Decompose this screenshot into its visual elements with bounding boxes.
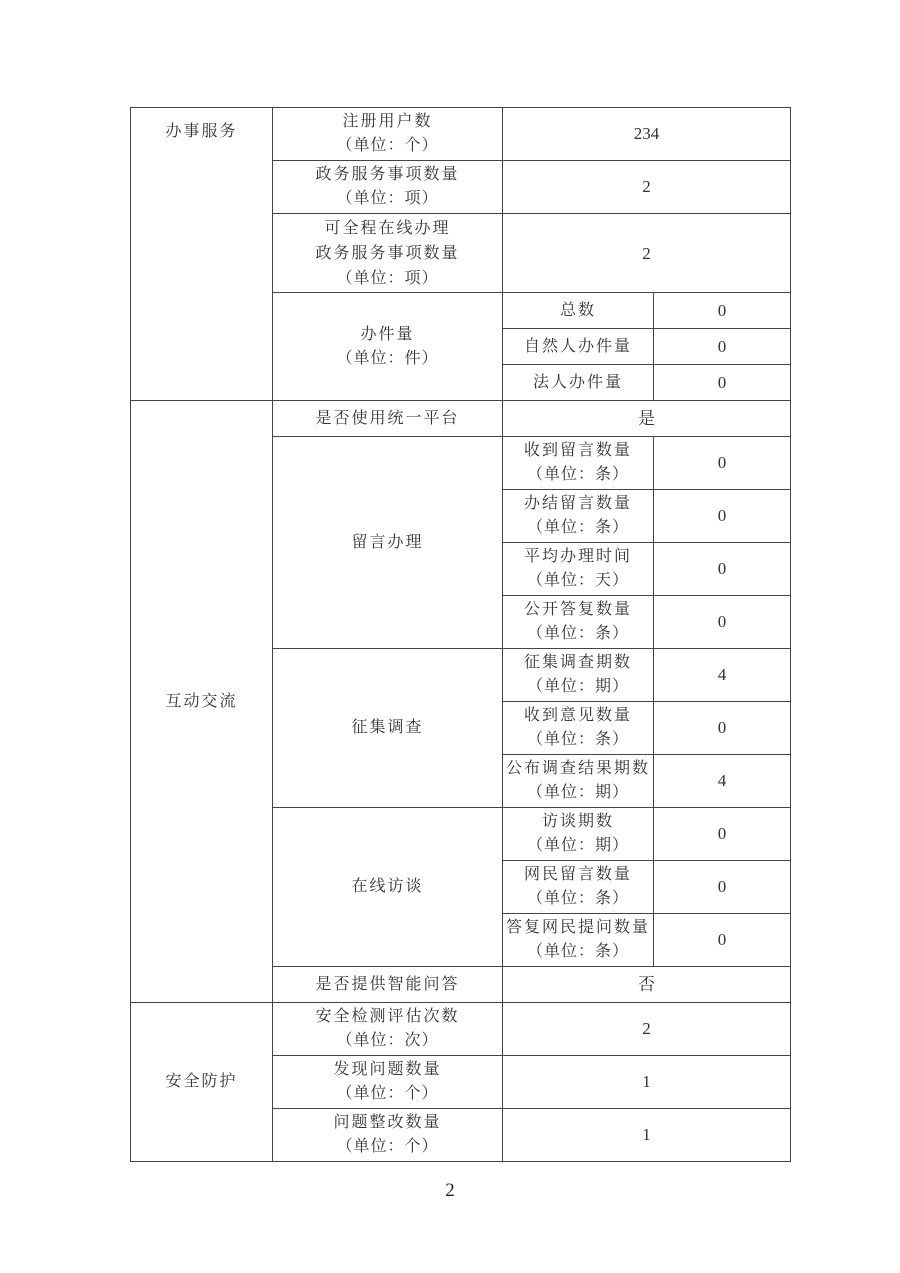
value-cell: 0: [654, 861, 791, 914]
page-number: 2: [445, 1180, 455, 1201]
unit-line: （单位：条）: [526, 943, 629, 960]
label-line: 平均办理时间: [523, 548, 632, 565]
report-table: [130, 107, 791, 1162]
sub-label-cell: [503, 914, 654, 967]
value-cell: 2: [503, 1003, 791, 1056]
table-row: [131, 401, 791, 437]
unit-line: （单位：项）: [336, 190, 439, 207]
sub-label-cell: [503, 808, 654, 861]
label-line: 访谈期数: [541, 813, 614, 830]
sub-label-cell: [503, 490, 654, 543]
sub-label-cell: [503, 702, 654, 755]
label-line: 征集调查期数: [523, 654, 632, 671]
label-line: 公开答复数量: [523, 601, 632, 618]
sub-label-cell: [503, 437, 654, 490]
table-row: [131, 108, 791, 161]
group-label-cell: 留言办理: [273, 437, 503, 649]
unit-line: （单位：期）: [526, 837, 629, 854]
unit-line: （单位：条）: [526, 625, 629, 642]
value-cell: 0: [654, 914, 791, 967]
unit-line: （单位：条）: [526, 466, 629, 483]
value-cell: 0: [654, 293, 791, 329]
label-line: 可全程在线办理: [324, 219, 451, 237]
label-line: 政务服务事项数量: [315, 166, 460, 183]
group-label-cell: 征集调查: [273, 649, 503, 808]
label-line: 问题整改数量: [333, 1114, 442, 1131]
value-cell: 0: [654, 808, 791, 861]
label-line: 办件量: [360, 325, 415, 343]
category-cell-interaction: 互动交流: [131, 401, 273, 1003]
category-cell-security: 安全防护: [131, 1003, 273, 1162]
label-line: 政务服务事项数量: [315, 244, 460, 262]
unit-line: （单位：天）: [526, 572, 629, 589]
value-cell: 0: [654, 365, 791, 401]
value-cell: 1: [503, 1056, 791, 1109]
group-label-cell: [273, 293, 503, 401]
label-line: 公布调查结果期数: [505, 760, 650, 777]
sub-label-cell: [503, 755, 654, 808]
label-line: 收到意见数量: [523, 707, 632, 724]
item-label-cell: [273, 1109, 503, 1162]
item-label-cell: [273, 108, 503, 161]
item-label-cell: 是否提供智能问答: [273, 967, 503, 1003]
unit-line: （单位：个）: [336, 137, 439, 154]
label-line: 办结留言数量: [523, 495, 632, 512]
value-cell: 0: [654, 329, 791, 365]
value-cell: 234: [503, 108, 791, 161]
sub-label-cell: [503, 861, 654, 914]
value-cell: 4: [654, 649, 791, 702]
unit-line: （单位：期）: [526, 678, 629, 695]
label-line: 发现问题数量: [333, 1061, 442, 1078]
label-line: 网民留言数量: [523, 866, 632, 883]
value-cell: 0: [654, 702, 791, 755]
value-cell: 0: [654, 596, 791, 649]
unit-line: （单位：条）: [526, 731, 629, 748]
unit-line: （单位：条）: [526, 890, 629, 907]
value-cell: 0: [654, 437, 791, 490]
label-line: 安全检测评估次数: [315, 1008, 460, 1025]
unit-line: （单位：个）: [336, 1138, 439, 1155]
label-line: 收到留言数量: [523, 442, 632, 459]
sub-label-cell: [503, 596, 654, 649]
unit-line: （单位：次）: [336, 1032, 439, 1049]
value-cell: 0: [654, 490, 791, 543]
unit-line: （单位：期）: [526, 784, 629, 801]
value-cell: 1: [503, 1109, 791, 1162]
unit-line: （单位：条）: [526, 519, 629, 536]
value-cell: 2: [503, 161, 791, 214]
value-cell: 4: [654, 755, 791, 808]
value-cell: 2: [503, 214, 791, 293]
group-label-cell: 在线访谈: [273, 808, 503, 967]
sub-label-cell: 自然人办件量: [503, 329, 654, 365]
item-label-cell: [273, 1003, 503, 1056]
value-cell: 是: [503, 401, 791, 437]
unit-line: （单位：项）: [336, 269, 439, 287]
unit-line: （单位：个）: [336, 1085, 439, 1102]
sub-label-cell: [503, 543, 654, 596]
sub-label-cell: 法人办件量: [503, 365, 654, 401]
item-label-cell: [273, 161, 503, 214]
value-cell: 否: [503, 967, 791, 1003]
item-label-cell: [273, 1056, 503, 1109]
table-row: [131, 1003, 791, 1056]
category-cell-service: 办事服务: [131, 108, 273, 401]
sub-label-cell: 总数: [503, 293, 654, 329]
unit-line: （单位：件）: [336, 349, 439, 367]
value-cell: 0: [654, 543, 791, 596]
label-line: 答复网民提问数量: [505, 919, 650, 936]
sub-label-cell: [503, 649, 654, 702]
label-line: 注册用户数: [342, 113, 433, 130]
item-label-cell: 是否使用统一平台: [273, 401, 503, 437]
item-label-cell: [273, 214, 503, 293]
